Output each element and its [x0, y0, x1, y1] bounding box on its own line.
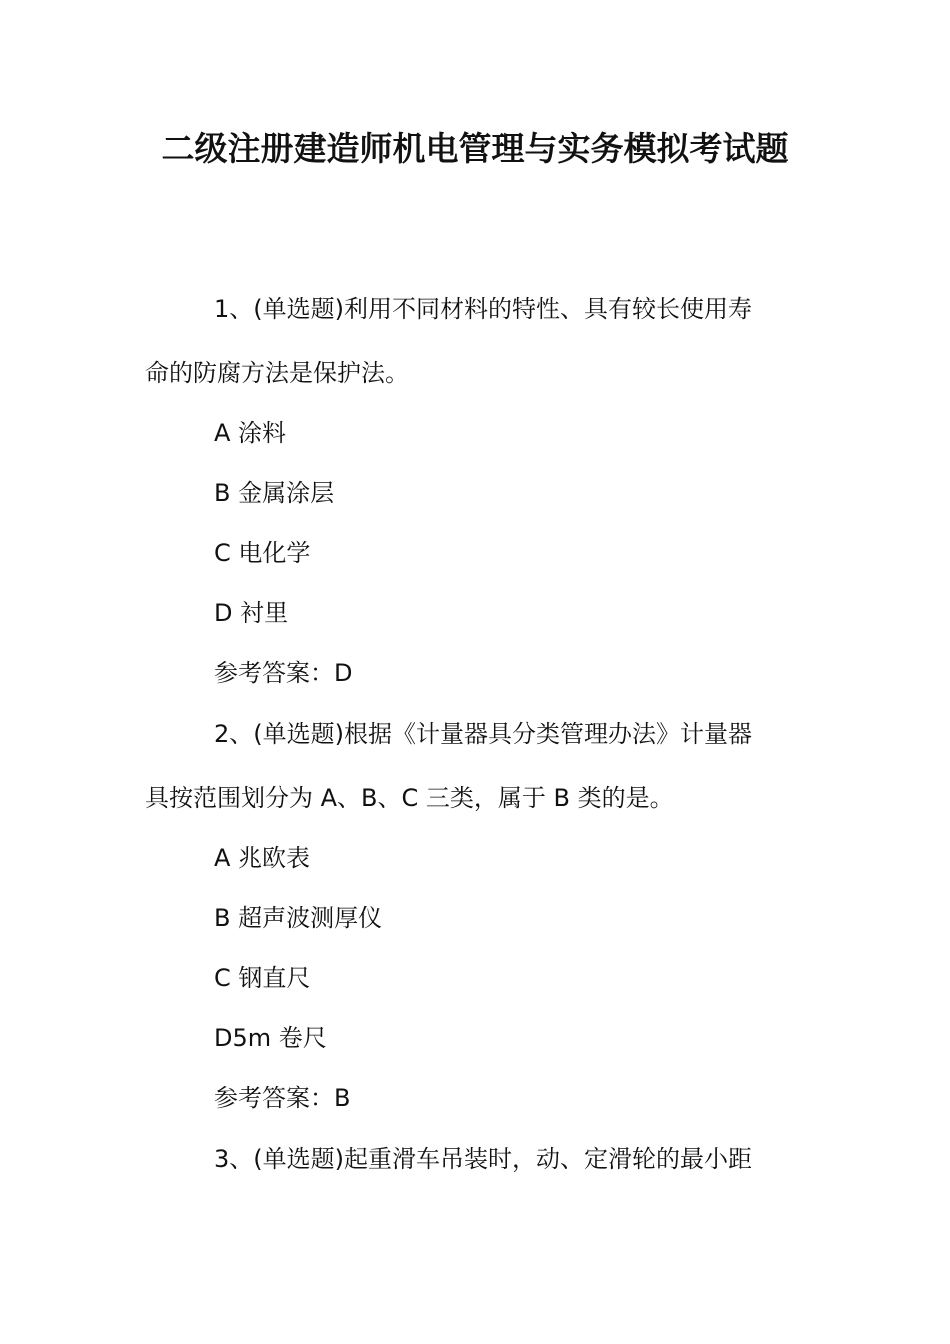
question-1-stem-line-2: 命的防腐方法是保护法。	[145, 359, 409, 387]
question-3-stem-line-1: 3、(单选题)起重滑车吊装时，动、定滑轮的最小距	[214, 1145, 752, 1173]
question-2-option-a: A 兆欧表	[214, 844, 311, 872]
question-2-answer: 参考答案：B	[214, 1084, 351, 1112]
document-title: 二级注册建造师机电管理与实务模拟考试题	[161, 129, 789, 168]
question-1-stem-line-1: 1、(单选题)利用不同材料的特性、具有较长使用寿	[214, 295, 752, 323]
question-1-option-d: D 衬里	[214, 599, 289, 627]
question-2-option-c: C 钢直尺	[214, 964, 311, 992]
question-1-answer: 参考答案：D	[214, 659, 353, 687]
question-1-option-b: B 金属涂层	[214, 479, 335, 507]
question-1-option-c: C 电化学	[214, 539, 311, 567]
question-2-stem-line-1: 2、(单选题)根据《计量器具分类管理办法》计量器	[214, 720, 752, 748]
question-1-option-a: A 涂料	[214, 419, 287, 447]
question-2-stem-line-2: 具按范围划分为 A、B、C 三类，属于 B 类的是。	[145, 784, 674, 812]
question-2-option-d: D5m 卷尺	[214, 1024, 327, 1052]
question-2-option-b: B 超声波测厚仪	[214, 904, 383, 932]
